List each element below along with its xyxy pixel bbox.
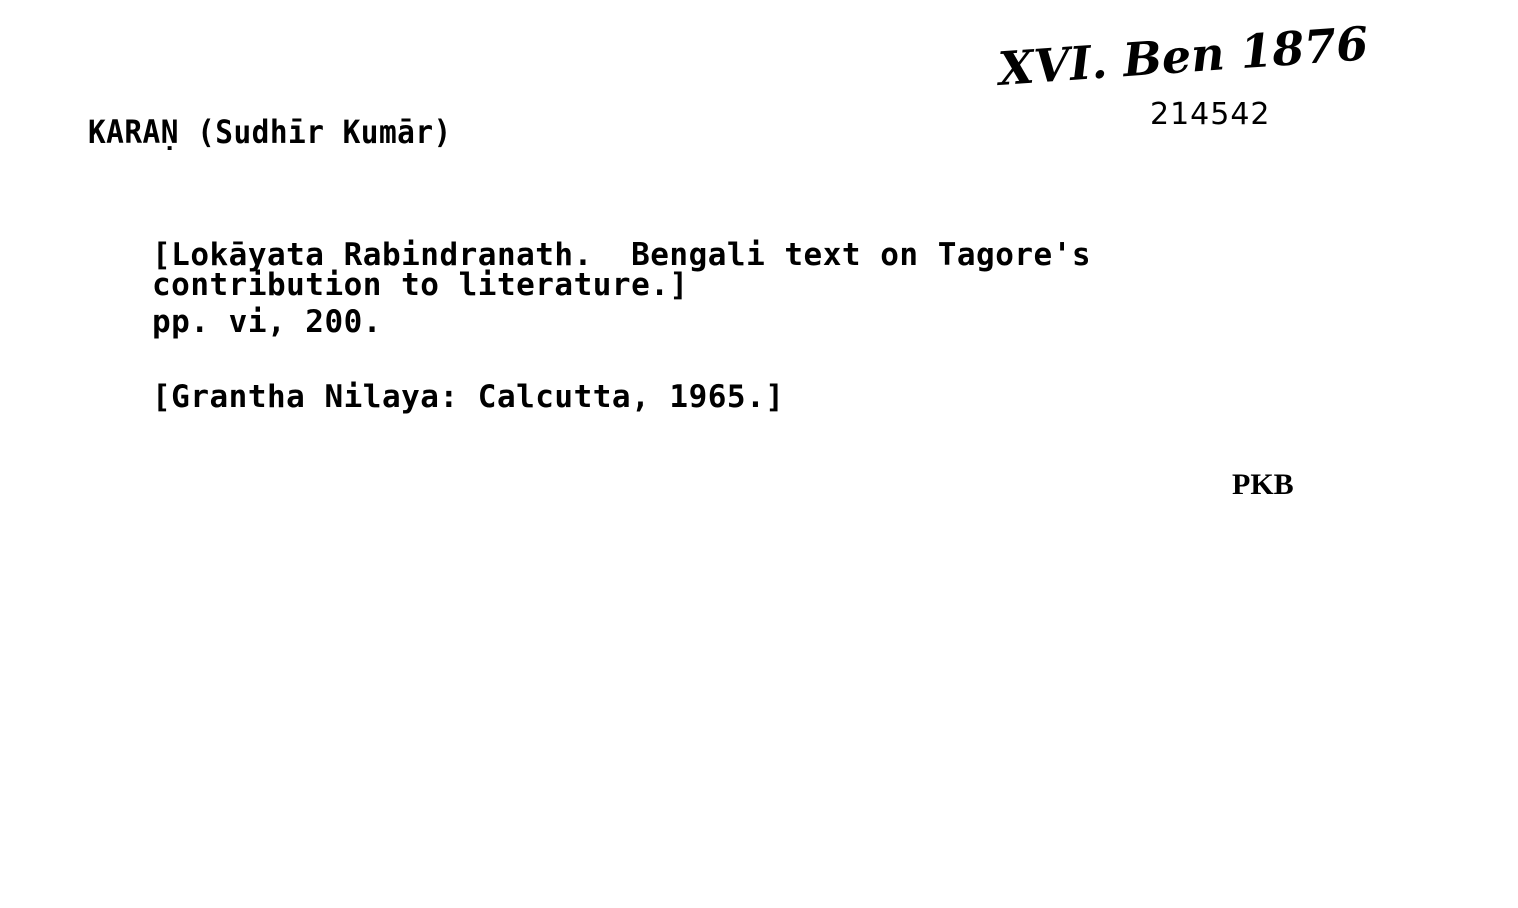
title-line-2: contribution to literature.] — [152, 267, 689, 303]
shelfmark-handwritten: XVI. Ben 1876 — [996, 16, 1370, 96]
pagination: pp. vi, 200. — [152, 304, 382, 340]
imprint: [Grantha Nilaya: Calcutta, 1965.] — [152, 379, 785, 415]
accession-number: 214542 — [1150, 97, 1271, 132]
title-line-1: [Lokāyata Rabindranath. Bengali text on Tagore's — [152, 237, 1092, 273]
cataloguer-initials: PKB — [1232, 468, 1294, 501]
author-heading: KARAṆ (Sudhīr Kumār) — [88, 113, 452, 151]
